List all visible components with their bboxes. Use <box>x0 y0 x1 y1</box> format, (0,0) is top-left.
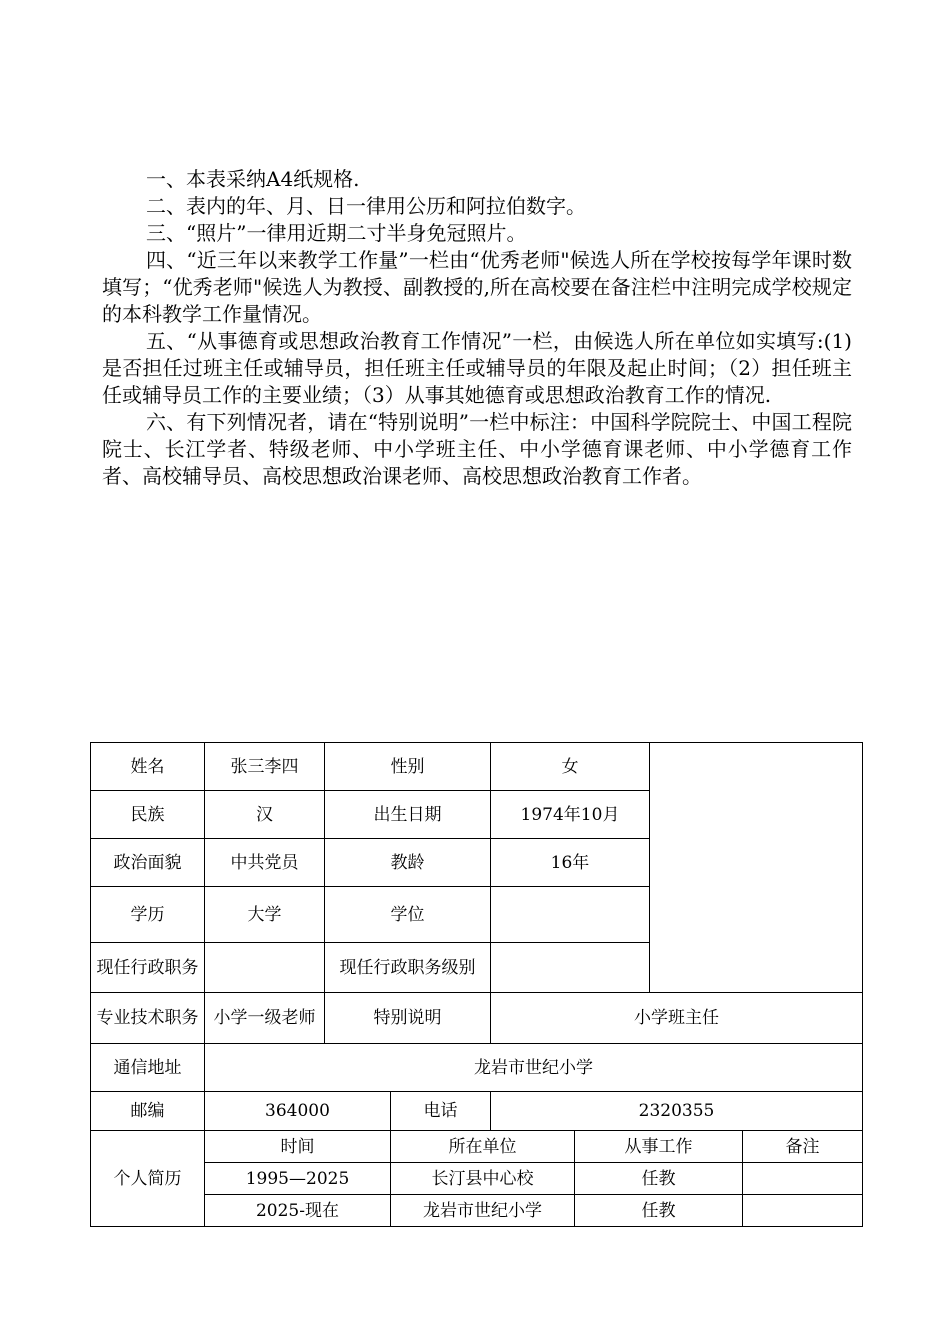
political-status-value: 中共党员 <box>205 839 325 887</box>
teaching-years-label: 教龄 <box>325 839 491 887</box>
note-5: 五、“从事德育或思想政治教育工作情况”一栏，由候选人所在单位如实填写:(1)是否担任过班主任或辅导员，担任班主任或辅导员的年限及起止时间；（2）担任班主任或辅导员工作的主要业绩；（3）从事其她德育或思想政治教育工作的情况. <box>102 329 852 407</box>
resume-header-unit: 所在单位 <box>391 1131 575 1163</box>
note-4: 四、“近三年以来教学工作量”一栏由“优秀老师"候选人所在学校按每学年课时数填写；“优秀老师"候选人为教授、副教授的,所在高校要在备注栏中注明完成学校规定的本科教学工作量情况。 <box>102 248 852 326</box>
phone-label: 电话 <box>391 1092 491 1131</box>
birth-date-value: 1974年10月 <box>491 791 650 839</box>
resume-time: 2025-现在 <box>205 1195 391 1227</box>
note-6: 六、有下列情况者，请在“特别说明”一栏中标注：中国科学院院士、中国工程院院士、长江学者、特级老师、中小学班主任、中小学德育课老师、中小学德育工作者、高校辅导员、高校思想政治课老师、高校思想政治教育工作者。 <box>102 410 852 488</box>
resume-label: 个人简历 <box>91 1131 205 1227</box>
note-1: 一、本表采纳A4纸规格. <box>146 167 360 191</box>
tech-post-label: 专业技术职务 <box>91 993 205 1044</box>
special-note-label: 特别说明 <box>325 993 491 1044</box>
resume-header-work: 从事工作 <box>575 1131 743 1163</box>
table-row <box>91 1195 863 1227</box>
degree-value <box>491 887 650 943</box>
political-status-label: 政治面貌 <box>91 839 205 887</box>
admin-level-label: 现任行政职务级别 <box>325 943 491 993</box>
postcode-label: 邮编 <box>91 1092 205 1131</box>
postcode-value: 364000 <box>205 1092 391 1131</box>
birth-date-label: 出生日期 <box>325 791 491 839</box>
name-value: 张三李四 <box>205 743 325 791</box>
admin-post-value <box>205 943 325 993</box>
education-value: 大学 <box>205 887 325 943</box>
note-2: 二、表内的年、月、日一律用公历和阿拉伯数字。 <box>146 194 586 218</box>
note-3: 三、“照片”一律用近期二寸半身免冠照片。 <box>146 221 527 245</box>
resume-remark <box>743 1195 863 1227</box>
resume-header-remark: 备注 <box>743 1131 863 1163</box>
ethnicity-value: 汉 <box>205 791 325 839</box>
admin-post-label: 现任行政职务 <box>91 943 205 993</box>
address-label: 通信地址 <box>91 1044 205 1092</box>
gender-value: 女 <box>491 743 650 791</box>
tech-post-value: 小学一级老师 <box>205 993 325 1044</box>
degree-label: 学位 <box>325 887 491 943</box>
gender-label: 性别 <box>325 743 491 791</box>
candidate-info-table <box>90 742 863 1227</box>
photo-cell <box>650 743 863 993</box>
resume-unit: 长汀县中心校 <box>391 1163 575 1195</box>
ethnicity-label: 民族 <box>91 791 205 839</box>
special-note-value: 小学班主任 <box>491 993 863 1044</box>
resume-remark <box>743 1163 863 1195</box>
table-row <box>91 1163 863 1195</box>
resume-time: 1995—2025 <box>205 1163 391 1195</box>
instructions-notes <box>102 166 852 490</box>
resume-work: 任教 <box>575 1163 743 1195</box>
resume-unit: 龙岩市世纪小学 <box>391 1195 575 1227</box>
address-value: 龙岩市世纪小学 <box>205 1044 863 1092</box>
admin-level-value <box>491 943 650 993</box>
teaching-years-value: 16年 <box>491 839 650 887</box>
education-label: 学历 <box>91 887 205 943</box>
resume-work: 任教 <box>575 1195 743 1227</box>
name-label: 姓名 <box>91 743 205 791</box>
phone-value: 2320355 <box>491 1092 863 1131</box>
resume-header-time: 时间 <box>205 1131 391 1163</box>
